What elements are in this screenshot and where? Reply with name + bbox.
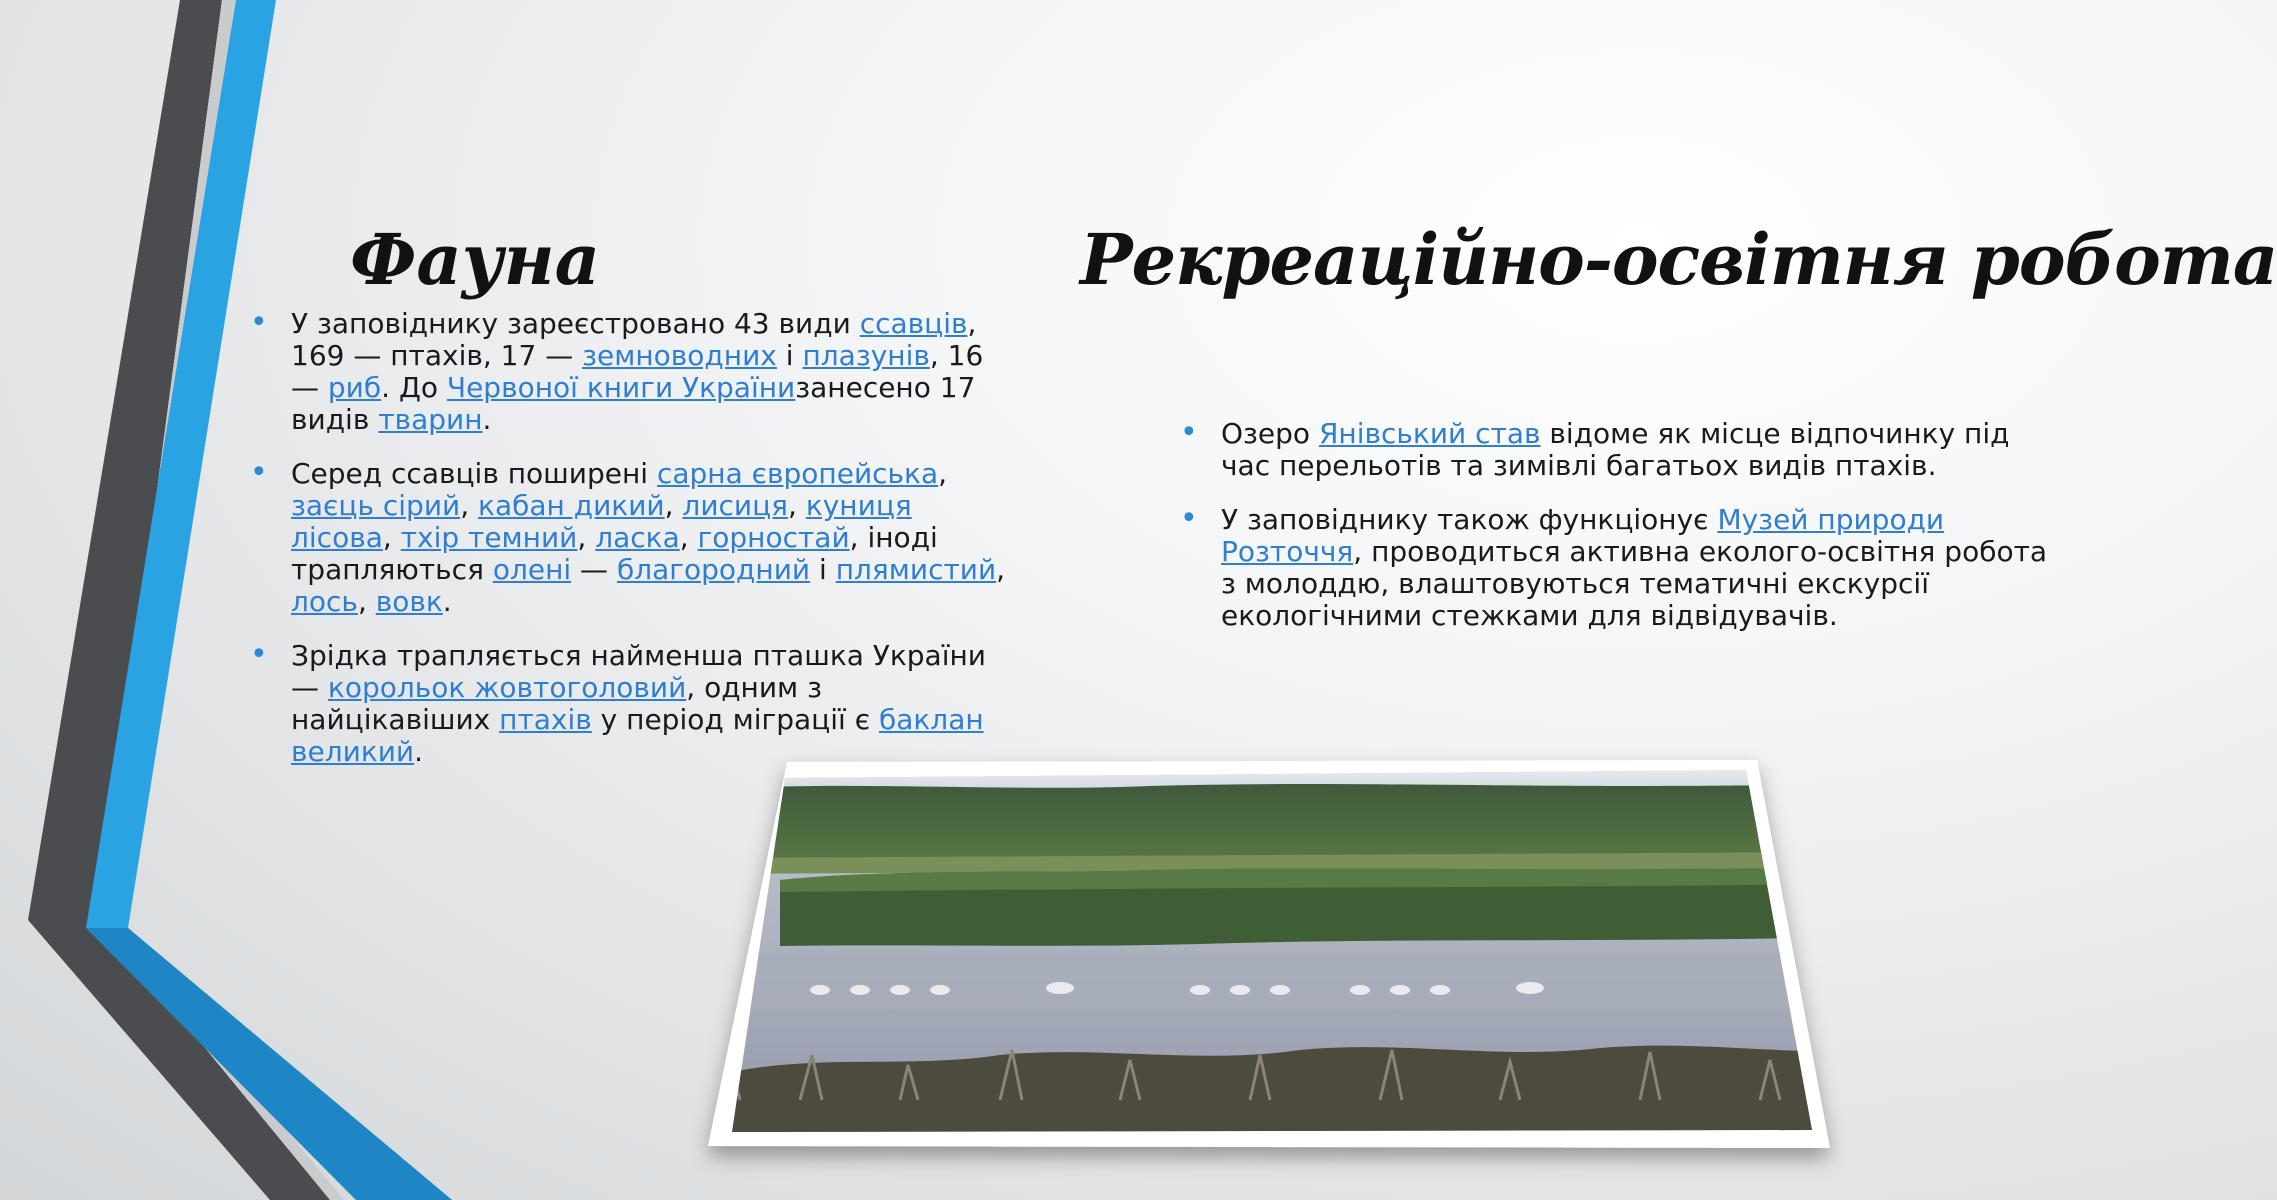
inline-link[interactable]: плазунів [802,339,930,372]
text-run: у період міграції є [591,703,879,736]
text-run: У заповіднику також функціонує [1221,503,1718,536]
recreation-item-text [1221,418,2060,482]
inline-link[interactable]: ласка [595,521,680,554]
text-run: , проводиться активна еколого-освітня робота з молоддю, влаштовуються тематичні екскурсії екологічними стежками для відвідувачів. [1221,535,2048,632]
bullet-icon: • [1180,501,1198,536]
text-run: і [810,553,836,586]
inline-link[interactable]: плямистий [835,553,997,586]
text-run: . [442,585,452,618]
inline-link[interactable]: риб [327,371,382,404]
bullet-icon: • [250,637,268,672]
inline-link[interactable]: баклан великий [291,703,984,768]
lake-photo [700,760,1850,1160]
inline-link[interactable]: птахів [499,703,592,736]
text-run: У заповіднику зареєстровано 43 види [291,307,860,340]
text-run: , [788,489,806,522]
inline-link[interactable]: ссавців [859,307,968,340]
text-run: відоме як місце відпочинку під час перельотів та зимівлі багатьох видів птахів. [1221,417,2010,482]
recreation-item [1180,501,2060,632]
inline-link[interactable]: олені [492,553,572,586]
fauna-title: Фауна [350,217,601,301]
fauna-item-text [291,458,1010,618]
text-run: , [357,585,376,618]
text-run: . До [381,371,447,404]
inline-link[interactable]: тхір темний [400,521,578,554]
recreation-title: Рекреаційно-освітня робота [1080,217,2277,301]
inline-link[interactable]: Музей природи Розточчя [1221,503,1945,568]
inline-link[interactable]: лось [291,585,358,618]
fauna-item [250,637,1010,768]
fauna-item-text [291,640,1010,768]
fauna-item-text [291,308,1010,436]
inline-link[interactable]: куниця лісова [291,489,912,554]
text-run: , [577,521,596,554]
inline-link[interactable]: тварин [378,403,483,436]
text-run: , [460,489,479,522]
inline-link[interactable]: кабан дикий [478,489,665,522]
bullet-icon: • [1180,415,1198,450]
inline-link[interactable]: сарна європейська [656,457,939,490]
text-run: занесено 17 видів [291,371,976,436]
fauna-item [250,455,1010,618]
bullet-icon: • [250,455,268,490]
text-run: і [776,339,803,372]
inline-link[interactable]: благородний [616,553,811,586]
bullet-icon: • [250,305,268,340]
text-run: , іноді трапляються [291,521,938,586]
inline-link[interactable]: вовк [375,585,443,618]
text-run: , одним з найцікавіших [291,671,822,736]
text-run: , [679,521,698,554]
fauna-item [250,305,1010,436]
inline-link[interactable]: лисиця [682,489,789,522]
inline-link[interactable]: корольок жовтоголовий [327,671,687,704]
text-run: . [482,403,492,436]
text-run: — [571,553,617,586]
inline-link[interactable]: земноводних [582,339,777,372]
text-run: , 16 — [291,339,984,404]
text-run: , 169 — птахів, 17 — [291,307,977,372]
inline-link[interactable]: Червоної книги України [446,371,796,404]
recreation-list [1180,415,2060,654]
fauna-list [250,305,1010,790]
text-run: Озеро [1221,417,1319,450]
text-run: Зрідка трапляється найменша пташка України — [291,639,986,704]
recreation-item [1180,415,2060,482]
text-run: , [382,521,401,554]
recreation-item-text [1221,504,2060,632]
text-run: , [664,489,683,522]
inline-link[interactable]: заєць сірий [291,489,461,522]
text-run: Серед ссавців поширені [291,457,657,490]
inline-link[interactable]: горностай [697,521,850,554]
text-run: , [938,457,948,490]
text-run: . [414,735,424,768]
text-run: , [996,553,1006,586]
inline-link[interactable]: Янівський став [1318,417,1541,450]
